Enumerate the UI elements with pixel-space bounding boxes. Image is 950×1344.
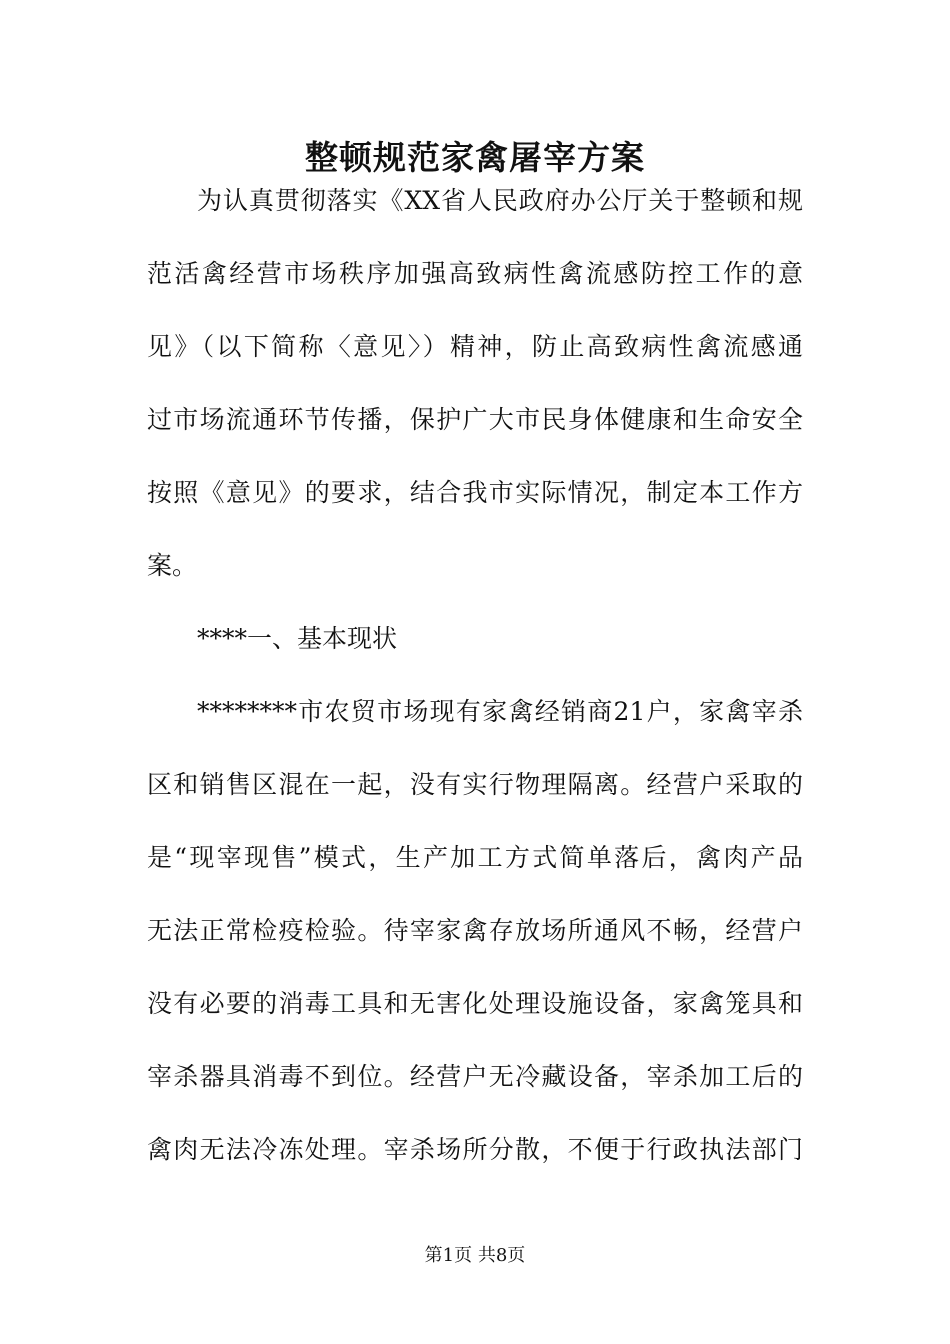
paragraph-line: 过市场流通环节传播，保护广大市民身体健康和生命安全 [147,405,803,434]
paragraph-line: ********市农贸市场现有家禽经销商21户，家禽宰杀 [197,697,803,726]
document-title: 整顿规范家禽屠宰方案 [305,138,645,177]
paragraph-line: 禽肉无法冷冻处理。宰杀场所分散，不便于行政执法部门 [147,1135,803,1164]
paragraph-line: 按照《意见》的要求，结合我市实际情况，制定本工作方 [147,478,803,507]
paragraph-line: 无法正常检疫检验。待宰家禽存放场所通风不畅，经营户 [147,916,803,945]
paragraph-line: 为认真贯彻落实《XX省人民政府办公厅关于整顿和规 [197,186,803,215]
paragraph-line: 没有必要的消毒工具和无害化处理设施设备，家禽笼具和 [147,989,803,1018]
section-heading: ****一、基本现状 [197,624,398,653]
paragraph-line: 宰杀器具消毒不到位。经营户无冷藏设备，宰杀加工后的 [147,1062,803,1091]
page-footer: 第1页 共8页 [424,1245,526,1266]
paragraph-line: 见》（以下简称〈意见〉）精神，防止高致病性禽流感通 [147,332,803,361]
paragraph-line: 是“现宰现售”模式，生产加工方式简单落后，禽肉产品 [147,843,803,872]
paragraph-line: 区和销售区混在一起，没有实行物理隔离。经营户采取的 [147,770,803,799]
paragraph-line: 案。 [147,551,198,580]
paragraph-line: 范活禽经营市场秩序加强高致病性禽流感防控工作的意 [147,259,803,288]
